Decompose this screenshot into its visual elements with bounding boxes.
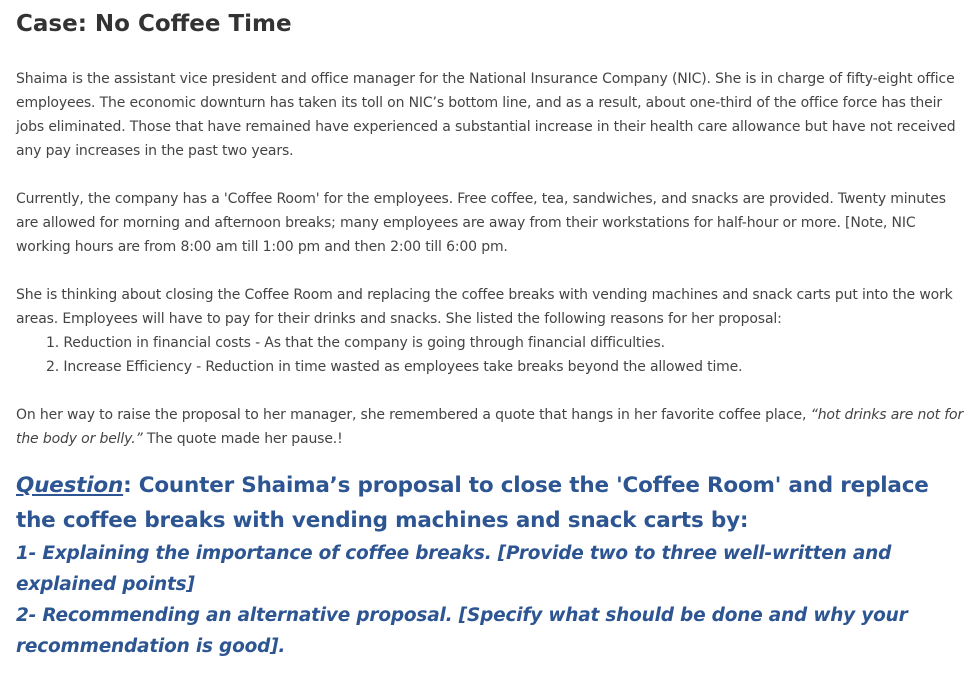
question-item-importance: 1- Explaining the importance of coffee breaks. [Provide two to three well-written and explained points] [16,543,892,595]
question-heading [16,468,946,538]
question-block [16,468,946,662]
case-title: Case: No Coffee Time [16,11,292,37]
reason-item-financial: 1. Reduction in financial costs - As that the company is going through financial difficulties. [46,335,665,351]
question-label: Question [16,473,124,498]
quote-outro-text: The quote made her pause.! [142,431,343,447]
quote-intro-text: On her way to raise the proposal to her manager, she remembered a quote that hangs in her favorite coffee place, [16,407,811,423]
reasons-list [16,331,967,379]
reason-item-efficiency: 2. Increase Efficiency - Reduction in time wasted as employees take breaks beyond the allowed time. [46,359,743,375]
paragraph-quote [16,403,964,451]
paragraph-coffee-room: Currently, the company has a 'Coffee Room' for the employees. Free coffee, tea, sandwiches, and snacks are provided. Twenty minutes are allowed for morning and afternoon breaks; many employees are away from their workstations for half-hour or more. [Note, NIC working hours are from 8:00 am till 1:00 pm and then 2:00 till 6:00 pm. [16,191,946,255]
paragraph-proposal: She is thinking about closing the Coffee Room and replacing the coffee breaks with vending machines and snack carts put into the work areas. Employees will have to pay for their drinks and snacks. She listed the following reasons for her proposal: [16,287,953,327]
paragraph-background: Shaima is the assistant vice president and office manager for the National Insurance Company (NIC). She is in charge of fifty-eight office employees. The economic downturn has taken its toll on NIC’s bottom line, and as a result, about one-third of the office force has their jobs eliminated. Those that have remained have experienced a substantial increase in their health care allowance but have not received any pay increases in the past two years. [16,71,956,159]
quote-text: “hot drinks are not for the body or belly.” [16,407,964,447]
question-item-alternative: 2- Recommending an alternative proposal. [Specify what should be done and why your recommendation is good]. [16,605,908,657]
question-heading-text: : Counter Shaima’s proposal to close the 'Coffee Room' and replace the coffee breaks with vending machines and snack carts by: [16,473,929,533]
